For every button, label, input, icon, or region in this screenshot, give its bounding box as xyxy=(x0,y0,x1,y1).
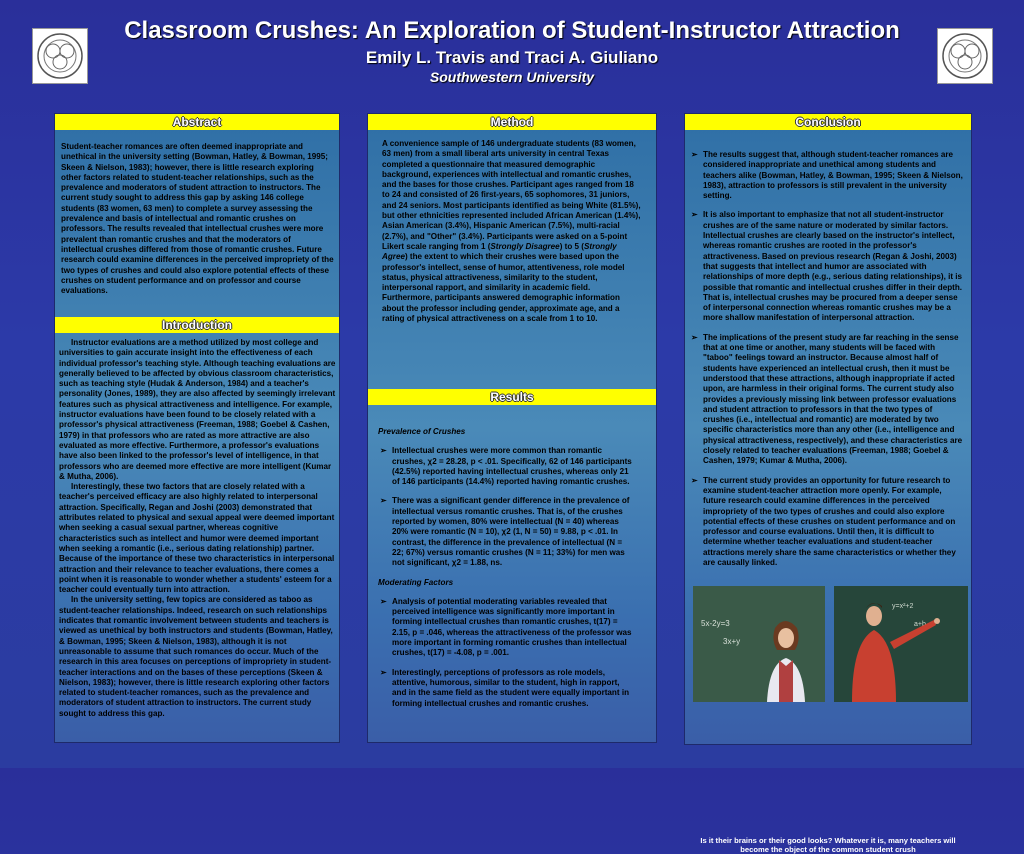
conclusion-text xyxy=(689,150,965,577)
conclusion-list xyxy=(689,150,965,568)
results-heading: Results xyxy=(368,389,656,405)
bullet-arrow-icon: ➢ xyxy=(691,210,698,220)
method-heading: Method xyxy=(368,114,656,130)
teacher-photo-male xyxy=(834,586,968,702)
poster-affiliation: Southwestern University xyxy=(429,69,595,85)
list-item: ➢ Interestingly, perceptions of professors as role models, attentive, humorous, similar to the student, high in rapport, and in the same field as the student were equally important in forming intellectual crushes and romantic crushes. xyxy=(380,667,630,708)
bullet-arrow-icon: ➢ xyxy=(380,596,387,606)
poster-authors: Emily L. Travis and Traci A. Giuliano xyxy=(365,48,659,67)
svg-text:5x-2y=3: 5x-2y=3 xyxy=(701,619,730,628)
list-item: ➢ Analysis of potential moderating variables revealed that perceived intelligence was significantly more important in forming intellectual crushes than romantic crushes, t(17) = 2.15, p = .046, whereas the attractiveness of the professor was more important in forming romantic crushes than intellectual crushes, t(17) = -4.08, p = .001. xyxy=(380,596,632,658)
introduction-paragraph: Interestingly, these two factors that are closely related with a teacher's perceived efficacy are also highly related to interpersonal attraction. Specifically, Regan and Joshi (2003) demonstrated that attributes related to physical and sexual appeal were deemed important when seeking a casual sexual partner, whereas cognitive characteristics such as intellect and humor were deemed important when seeking a romantic (i.e., serious dating relationship) partner. Because of the importance of these two characteristics in interpersonal attraction and their relevance to teacher evaluations, there comes a point when it is reasonable to wonder whether a students' esteem for a teacher could eventually turn into attraction. xyxy=(59,482,335,595)
photo-caption: Is it their brains or their good looks? Whatever it is, many teachers will become the object of the common student crush xyxy=(700,836,956,854)
prevalence-subheading: Prevalence of Crushes xyxy=(378,427,466,436)
method-paragraph: A convenience sample of 146 undergraduate students (83 women, 63 men) from a small liberal arts university in central Texas completed a questionnaire that measured demographic background, experiences with intellectual and romantic crushes, and the bases for those crushes. Participant ages ranged from 18 to 24 and consisted of 26 first-years, 65 sophomores, 31 juniors, and 24 seniors. Most participants identified as being White (81.5%), but other ethnicities represented included African American (1.4%), Asian American (3.4%), Hispanic American (7.5%), multi-racial (2.7%), and "Other" (3.4%). Participants were asked on a 5-point Likert scale ranging from 1 (Strongly Disagree) to 5 (Strongly Agree) the extent to which their crushes were based upon the professor's intellect, sense of humor, attentiveness, role model status, physical attractiveness, similarity to the student, interpersonal rapport, and similarity in academic field. Furthermore, participants answered demographic information about the professor including gender, approximate age, and a rating of physical attractiveness on a scale from 1 to 10. xyxy=(382,139,641,324)
right-column xyxy=(684,113,972,854)
svg-text:a+b: a+b xyxy=(914,621,926,628)
moderating-list xyxy=(378,597,634,709)
scale-anchor-low: Strongly Disagree xyxy=(490,241,560,251)
abstract-text xyxy=(61,142,335,296)
list-item: ➢ It is also important to emphasize that not all student-instructor crushes are of the same nature or moderated by similar factors. Intellectual crushes are clearly based on the instructor's intellect, whereas romantic crushes are rooted in the professor's attractiveness. Based on previous research (Regan & Joshi, 2003) that suggests that intellect and humor are associated with relationships of more depth (e.g., serious dating relationships), it is possible that romantic and intellectual crushes differ in their depth. That is, intellectual crushes may be procured from a deeper sense of interpersonal connection whereas romantic crushes may be a more shallow manifestation of interpersonal attraction. xyxy=(691,210,963,323)
prevalence-list xyxy=(378,446,634,568)
poster-header xyxy=(100,16,924,86)
method-text xyxy=(382,139,642,324)
university-seal-icon xyxy=(32,28,88,84)
university-seal-icon xyxy=(937,28,993,84)
list-item: ➢ The current study provides an opportunity for future research to examine student-teacher attraction more openly. For example, future research could examine differences in the perceived impropriety of the two types of crushes and could also explore potential effects of these crushes on student performance and on professor and course evaluations. Until then, it is difficult to determine whether teacher evaluations and student-teacher attractions merely share the same characteristics or whether they are causally linked. xyxy=(691,475,956,567)
poster-title: Classroom Crushes: An Exploration of Student-Instructor Attraction xyxy=(124,17,900,44)
bullet-arrow-icon: ➢ xyxy=(691,332,698,342)
introduction-heading: Introduction xyxy=(55,317,339,333)
bullet-arrow-icon: ➢ xyxy=(691,475,698,485)
moderating-subheading: Moderating Factors xyxy=(378,577,454,587)
list-item: ➢ The implications of the present study are far reaching in the sense that at one time or another, many students will be faced with "taboo" feelings toward an instructor. Because almost half of students have experienced an intellectual crush, then it must be understood that these attractions, although inappropriate if acted upon, are harmless in their original forms. The current study also provides a previously missing link between professor evaluations and student attraction to professors in that the two types of crushes (i.e., intellectual and romantic) are moderated by two specific characteristics more than any other (i.e., intelligence and physical attractiveness, respectively), and these characteristics are closely related to teacher evaluations (Freeman, 1988; Goebel & Cashen, 1979; Kumar & Mutha, 2006). xyxy=(691,332,963,466)
conclusion-heading: Conclusion xyxy=(685,114,971,130)
svg-text:3x+y: 3x+y xyxy=(723,637,741,646)
bullet-arrow-icon: ➢ xyxy=(380,496,387,506)
list-item: ➢ There was a significant gender difference in the prevalence of intellectual versus romantic crushes. That is, of the crushes reported by women, 80% were intellectual (N = 40) whereas 20% were romantic (N = 10), χ2 (1, N = 50) = 9.88, p < .01. In contrast, the difference in the prevalence of intellectual (N = 22; 67%) versus romantic crushes (N = 11; 33%) for men was not significant, χ2 = 1.88, ns. xyxy=(380,496,630,568)
svg-text:y=x²+2: y=x²+2 xyxy=(892,603,914,610)
list-item: ➢ Intellectual crushes were more common than romantic crushes, χ2 = 28.28, p < .01. Specifically, 62 of 146 participants (42.5%) reported having intellectual crushes, whereas only 21 of 146 participants (14.4%) reported having romantic crushes. xyxy=(380,446,632,487)
results-text xyxy=(378,427,634,718)
list-item: ➢ The results suggest that, although student-teacher romances are considered inappropriate and unethical among students and teachers alike (Bowman, Hatley, & Bowman, 1995; Skeen & Nielson, 1983), attraction to professors is still prevalent in the university setting. xyxy=(691,150,963,201)
introduction-paragraph: In the university setting, few topics are considered as taboo as student-teacher relationships. Indeed, research on such relationships indicates that romantic involvement between students and teachers is viewed as unethical by both instructors and students (Bowman, Hatley, & Bowman, 1995; Skeen & Nielson, 1983), although it is not unreasonable to assume that such romances do occur. Much of the research in this area focuses on perceptions of impropriety in student-teacher interactions and on the bases of these perceptions (Skeen & Nielson, 1983); however, there is little research exploring other factors related to student-teacher romances, such as the prevalence and moderators of student attraction to instructors. The current study sought to address this gap. xyxy=(59,595,333,718)
introduction-paragraph: Instructor evaluations are a method utilized by most college and universities to gain accurate insight into the effectiveness of each individual professor's teaching style. Although teaching evaluations are generally believed to be affected by obvious classroom characteristics, such as teaching style (Hudak & Anderson, 1984) and a teacher's personality (Jones, 1989), they are also affected by seemingly irrelevant features such as physical attractiveness and intelligence. For example, instructor evaluations have been found to be closely related with a professor's physical attractiveness (Freeman, 1988; Goebel & Cashen, 1979) in that professors who are rated as more attractive are also evaluated as more effective. Furthermore, a professor's evaluations have also been linked to the professor's level of intelligence, in that professors who are deemed more effective are more intelligent (Kumar & Mutha, 2006). xyxy=(59,338,336,481)
left-column xyxy=(54,113,340,743)
middle-column xyxy=(367,113,657,743)
introduction-text xyxy=(59,338,337,719)
teacher-photo-female xyxy=(693,586,825,702)
abstract-heading: Abstract xyxy=(55,114,339,130)
bullet-arrow-icon: ➢ xyxy=(380,446,387,456)
scale-anchor-high: Strongly Agree xyxy=(382,241,617,262)
bullet-arrow-icon: ➢ xyxy=(691,150,698,159)
bullet-arrow-icon: ➢ xyxy=(380,667,387,677)
abstract-paragraph: Student-teacher romances are often deemed inappropriate and unethical in the university setting (Bowman, Hatley, & Bowman, 1995; Skeen & Nielson, 1983); however, there is little research exploring other factors related to student-teacher relationships, such as the prevalence and moderators of student attraction to instructors. The current study sought to address this gap by asking 146 college students (83 women, 63 men) to complete a survey assessing the prevalence and basis of intellectual and romantic crushes on professors. The results revealed that intellectual crushes were more prevalent than romantic crushes and that the moderators of intellectual crushes differed from those of romantic crushes. Future research could examine differences in the perceived impropriety of the two types of crushes and could also explore potential effects of these crushes on student performance and on professor and course evaluations. xyxy=(61,142,334,296)
